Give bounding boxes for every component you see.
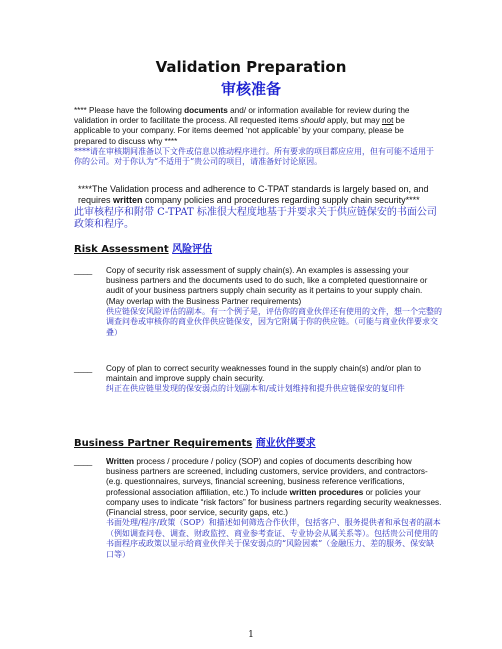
note-chinese: 此审核程序和附带 C-TPAT 标准很大程度地基于并要求关于供应链保安的书面公司政策和程序。 [74,206,437,231]
note-text-c: company policies and procedures regarding supply chain security**** [142,195,420,206]
note-written-bold: written [113,195,143,206]
intro-chinese: ****请在审核期间准备以下文件或信息以推动程序进行。所有要求的项目都应应用，但有可能不适用于你的公司。对于你认为“不适用于”贵公司的项目，请准备好讨论原因。 [74,146,434,167]
note-text-a: ****The Validation process and adherence to C-TPAT standards is largely based on, and requires [78,184,429,206]
item-english: Copy of security risk assessment of supply chain(s). An examples is assessing your business partners and the documents used to do such, like a completed questionnaire or audit of your business partners supply chain security as it pertains to your supply chain. (May overlap with the Business Partner requirements) [106,266,428,306]
item-chinese: 书面处理/程序/政策（SOP）和描述如何筛选合作伙伴，包括客户、服务提供者和承包者的副本（例如调查问卷、调查、财政监控、商业参考查证、专业协会从属关系等）。包括贵公司使用的书面程序或政策以显示给商业伙伴关于保安弱点的“风险因素”（金融压力、差的服务、保安缺口等） [106,518,441,559]
item-body [106,266,442,339]
item-text-d: or policies your company uses to indicate “risk factors” for business partners regarding security weaknesses. (Financial stress, poor service, security gaps, etc.) [106,487,442,518]
item-body [106,364,442,395]
section-heading-business-partner [74,434,316,449]
section-title-chinese: 商业伙伴要求 [255,438,316,449]
section-title-english: Risk Assessment [74,244,169,255]
checkbox-blank-line[interactable]: ____ [74,364,93,373]
intro-not-underlined: not [381,116,394,126]
item-chinese: 供应链保安风险评估的副本。有一个例子是，评估你的商业伙伴还有使用的文件，想一个完整的调查问卷或审核你的商业伙伴供应链保安，因为它附属于你的供应链。（可能与商业伙伴要求交叠） [106,306,442,337]
section-title-english: Business Partner Requirements [74,438,253,449]
section-heading-risk-assessment [74,240,212,255]
section-title-chinese: 风险评估 [172,244,213,255]
intro-should-italic: should [300,116,325,126]
item-chinese: 纠正在供应链里发现的保安弱点的计划副本和/或计划维持和提升供应链保安的复印件 [106,384,405,394]
checkbox-blank-line[interactable]: ____ [74,457,93,466]
written-bold: Written [106,457,135,466]
intro-text-g: be applicable to your company. For items deemed ‘not applicable’ by your company, please be prepared to discuss why **** [74,116,405,146]
note-paragraph [74,184,440,232]
item-english [106,457,442,518]
checkbox-blank-line[interactable]: ____ [74,266,93,275]
written-procedures-bold: written procedures [289,487,364,497]
intro-english [74,106,434,147]
intro-paragraph [74,106,434,168]
document-title-chinese: 审核准备 [220,80,281,98]
item-text-b: process / procedure / policy (SOP) and copies of documents describing how business partners are screened, including customers, service providers, and contractors- (e.g. questionnaires, surveys, financial screening, business reference verifications, professional association affiliation, etc.) To include [106,457,428,497]
note-english [78,184,440,207]
intro-text-a: **** Please have the following [74,106,185,115]
intro-documents-bold: documents [184,106,228,115]
item-english: Copy of plan to correct security weaknesses found in the supply chain(s) and/or plan to maintain and improve supply chain security. [106,364,421,384]
item-body [106,457,442,561]
intro-text-c: and/ or information available for review during the validation in order to facilitate the process. All requested items [74,106,410,126]
page-number: 1 [248,630,254,640]
intro-text-e: apply, but may [324,116,382,126]
document-title: Validation Preparation [155,58,347,76]
